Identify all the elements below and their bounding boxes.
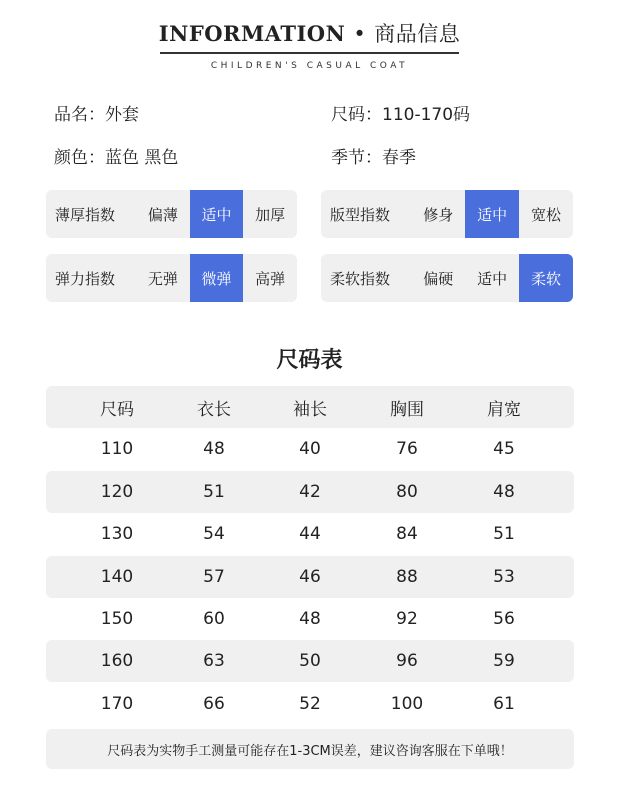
table-cell: 140: [100, 567, 134, 587]
table-header-cell: 胸围: [390, 399, 424, 420]
index-option: 偏薄: [147, 205, 178, 224]
index-option-selected: 柔软: [519, 254, 573, 302]
table-cell: 76: [396, 439, 418, 459]
header-title-en: INFORMATION: [158, 21, 346, 46]
index-option: 适中: [477, 269, 508, 288]
table-cell: 56: [493, 609, 515, 629]
table-cell: 150: [100, 609, 134, 629]
table-cell: 84: [396, 524, 418, 544]
table-cell: 48: [203, 439, 225, 459]
info-season: 季节：春季: [331, 148, 416, 168]
table-cell: 100: [390, 694, 424, 714]
index-label: 柔软指数: [330, 269, 391, 288]
index-option: 加厚: [255, 205, 286, 224]
index-option: 高弹: [255, 269, 286, 288]
header: [0, 18, 619, 48]
table-cell: 46: [299, 567, 321, 587]
table-cell: 57: [203, 567, 225, 587]
table-cell: 120: [100, 482, 134, 502]
index-option: 偏硬: [423, 269, 454, 288]
table-cell: 60: [203, 609, 225, 629]
table-cell: 48: [299, 609, 321, 629]
header-title: [0, 18, 619, 48]
index-bar: [46, 254, 297, 302]
size-note: 尺码表为实物手工测量可能存在1-3CM误差，建议咨询客服在下单哦！: [46, 729, 574, 769]
table-cell: 130: [100, 524, 134, 544]
index-option-selected: 适中: [190, 190, 244, 238]
info-size-range: 尺码：110-170码: [331, 105, 471, 125]
table-cell: 61: [493, 694, 515, 714]
index-option: 修身: [423, 205, 454, 224]
table-cell: 96: [396, 651, 418, 671]
table-cell: 51: [493, 524, 515, 544]
size-table-title: 尺码表: [276, 348, 343, 373]
table-cell: 53: [493, 567, 515, 587]
index-bar: [321, 254, 573, 302]
table-cell: 45: [493, 439, 515, 459]
index-label: 薄厚指数: [55, 205, 116, 224]
header-subtitle: CHILDREN'S CASUAL COAT: [210, 61, 409, 71]
table-header-row: [46, 386, 574, 428]
table-header-cell: 袖长: [293, 399, 327, 420]
table-cell: 160: [100, 651, 134, 671]
header-title-cn: 商品信息: [374, 22, 461, 46]
table-row: [46, 471, 574, 513]
table-cell: 63: [203, 651, 225, 671]
index-label: 版型指数: [330, 205, 391, 224]
table-cell: 52: [299, 694, 321, 714]
header-divider: [160, 52, 459, 54]
table-cell: 88: [396, 567, 418, 587]
index-option: 无弹: [147, 269, 178, 288]
info-product-name: 品名：外套: [54, 105, 139, 125]
table-cell: 50: [299, 651, 321, 671]
table-cell: 44: [299, 524, 321, 544]
table-cell: 92: [396, 609, 418, 629]
table-row: [46, 598, 574, 640]
table-cell: 48: [493, 482, 515, 502]
index-label: 弹力指数: [55, 269, 116, 288]
info-color: 颜色：蓝色 黑色: [54, 148, 179, 168]
table-header-cell: 尺码: [100, 399, 134, 420]
table-cell: 66: [203, 694, 225, 714]
size-table: [46, 386, 574, 726]
table-cell: 110: [100, 439, 134, 459]
table-row: [46, 640, 574, 682]
header-dot: •: [353, 22, 367, 46]
table-row: [46, 428, 574, 470]
table-header-cell: 肩宽: [487, 399, 521, 420]
table-cell: 54: [203, 524, 225, 544]
table-cell: 51: [203, 482, 225, 502]
table-row: [46, 683, 574, 725]
table-cell: 40: [299, 439, 321, 459]
table-row: [46, 556, 574, 598]
index-option: 宽松: [531, 205, 562, 224]
table-header-cell: 衣长: [197, 399, 231, 420]
table-cell: 42: [299, 482, 321, 502]
index-bar: [46, 190, 297, 238]
table-row: [46, 513, 574, 555]
table-cell: 80: [396, 482, 418, 502]
index-option-selected: 适中: [465, 190, 519, 238]
index-option-selected: 微弹: [190, 254, 244, 302]
table-cell: 170: [100, 694, 134, 714]
index-bar: [321, 190, 573, 238]
table-cell: 59: [493, 651, 515, 671]
